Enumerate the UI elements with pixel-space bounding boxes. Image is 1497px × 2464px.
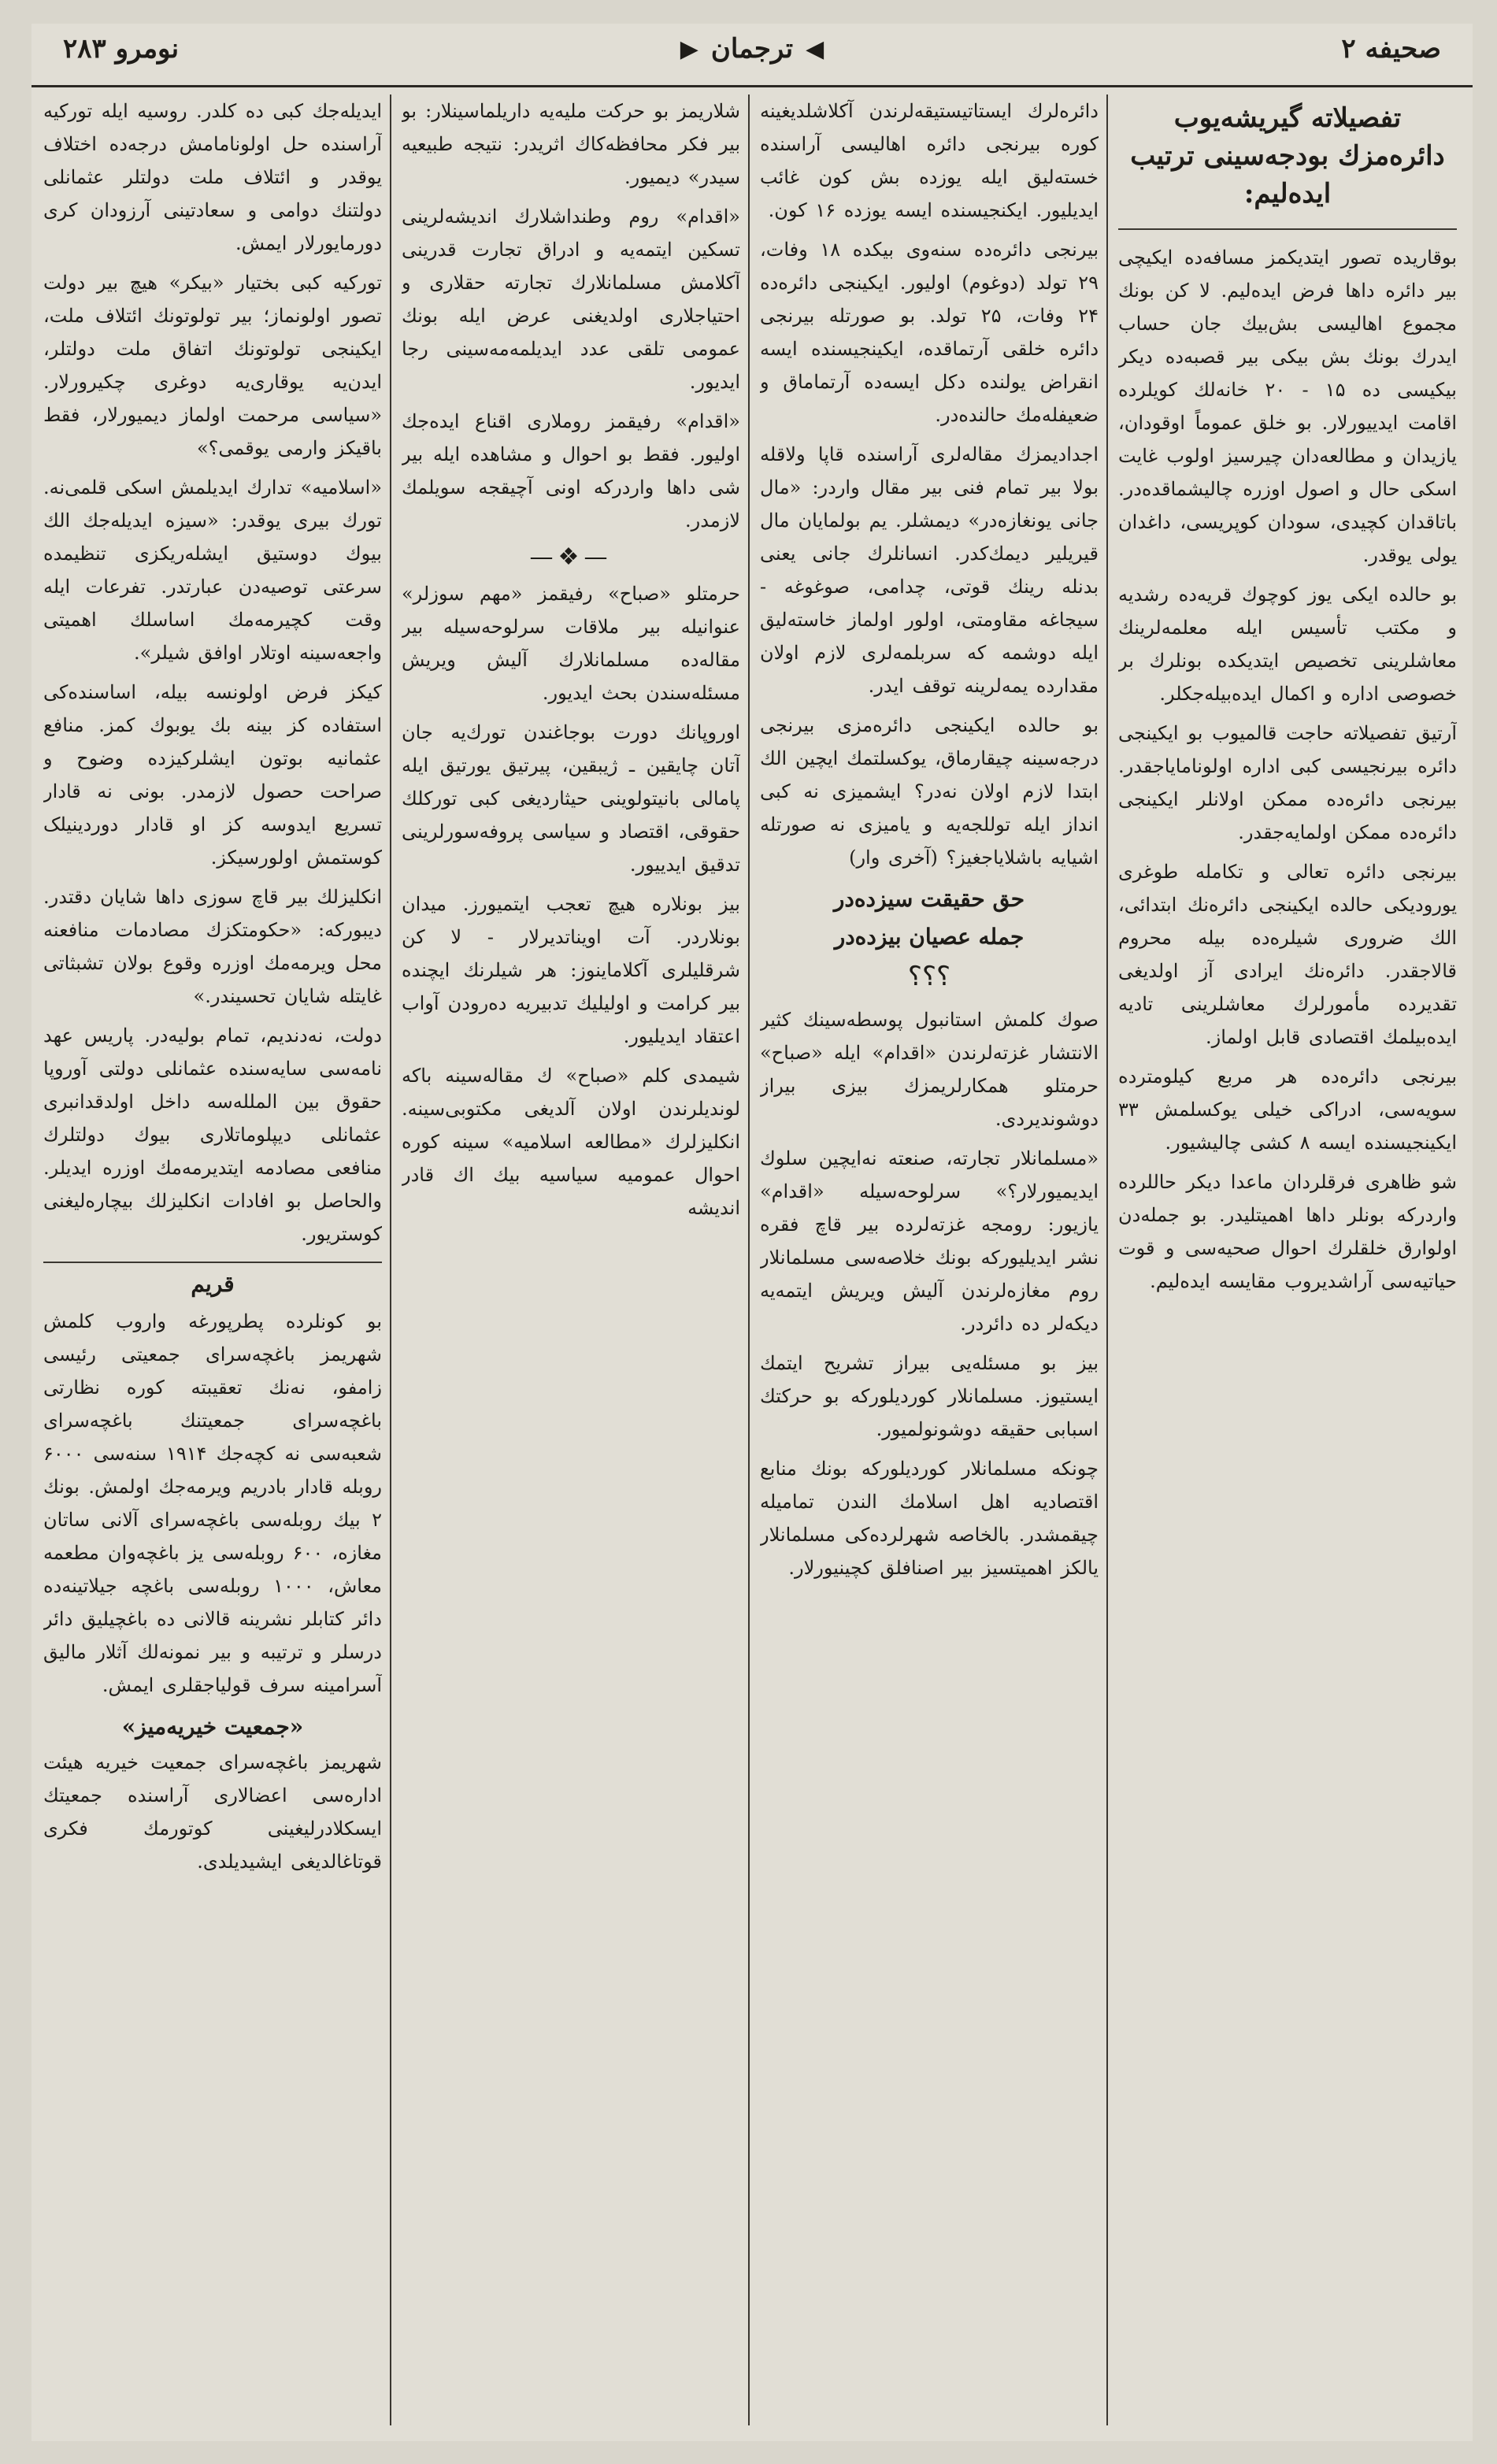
column-4 — [43, 94, 382, 2425]
paragraph: بیرنجی دائره تعالی و تکامله طوغری یورودیکی حالده ایکینجی دائره‌نك ابتدائی، الك ضروری شیلره‌ده بیله محروم قالاجقدر. دائره‌نك ایرادی آز اولدیغی تقدیرده مأمورلرك معاشلرینی تادیه ایده‌بیلمك اقتصادی قابل اولماز. — [1118, 861, 1457, 1048]
column-3 — [402, 94, 740, 2425]
arrow-right-icon: ◀ — [806, 35, 824, 63]
section-heading-line-1: حق حقیقت سیزده‌در — [833, 886, 1025, 912]
paragraph: بوقاریده تصور ایتدیکمز مسافه‌ده ایکیچی بیر دائره داها فرض ایده‌لیم. لا کن بونك مجموع اهالیسی بش‌بیك جان حساب ایدرك بونك بش بیکی بیر قصبه‌ده دیکر بیکیسی ده ۱۵ - ۲۰ خانه‌لك کویلرده اقامت ایدییورلار. بو خلق عموماً اوقودان، یازیدان و مطالعه‌دان چیرسیز اولوب غایت اسکی حال و اصول اوزره چالیشماقده‌در. باتاقدان کچیدی، سودان کوپریسی، داغدان یولی یوقدر. — [1118, 246, 1457, 566]
paragraph: شهریمز باغچه‌سرای جمعیت خیریه هیئت اداره‌سی اعضالاری آراسنده جمعیتك ایسکلادرلیغینی کوتورمك فکری قوتاغالدیغی ایشیدیلدی. — [43, 1751, 382, 1873]
paragraph: بیز بو مسئله‌یی بیراز تشریح ایتمك ایستیوز. مسلمانلار کوردیلورکه بو حرکتك اسبابی حقیقه دوشونولمیور. — [760, 1352, 1099, 1440]
article-columns — [43, 94, 1457, 2425]
column-2 — [760, 94, 1099, 2425]
society-heading: «جمعیت خیریه‌میز» — [121, 1714, 304, 1740]
paragraph: صوك کلمش استانبول پوسطه‌سینك کثیر الانتشار غزته‌لرندن «اقدام» ایله «صباح» حرمتلو همکارلریمزك بیزی بیراز دوشوندیردی. — [760, 1009, 1099, 1130]
paragraph: شلاریمز بو حرکت ملیه‌یه داریلماسینلار: بو بیر فکر محافظه‌کاك اثریدر: نتیجه طبیعیه سیدر» دیمیور. — [402, 100, 740, 188]
newspaper-page — [31, 24, 1473, 2441]
question-marks: ؟؟؟ — [907, 961, 951, 992]
paragraph: کیکز فرض اولونسه بیله، اساسنده‌کی استفاده کز بینه بك یوبوك کمز. منافع عثمانیه بوتون ایشلرکیزده وضوح و صراحت حصول لازمدر. بونی نه قادار تسریع ایدوسه کز او قادار دوردینیلک کوستمش اولورسیکز. — [43, 681, 382, 869]
page-label: صحیفه ۲ — [1341, 33, 1441, 65]
paragraph: بیرنجی دائره‌ده هر مربع کیلومترده سویه‌سی، ادراکی خیلی یوکسلمش ۳۳ ایکینجیسنده ایسه ۸ کشی چالیشیور. — [1118, 1065, 1457, 1154]
paragraph: بیز بونلاره هیچ تعجب ایتمیورز. میدان بونلاردر. آت اویناتدیرلار - لا کن شرقلیلری آکلاماینوز: هر شیلرنك ایچنده بیر کرامت و اولیلیك تدبیریه ده‌رودن آواب اعتقاد ایدیلیور. — [402, 893, 740, 1047]
section-title-crimea: قریم — [43, 1262, 382, 1297]
paragraph: انکلیزلك بیر قاچ سوزی داها شایان دقتدر. دیبورکه: «حکومتکزك مصادمات منافعنه محل ویرمه‌مك اوزره وقوع بولان تشبثاتی غایتله شایان تحسیندر.» — [43, 886, 382, 1007]
ornament-divider-icon: —❖— — [529, 543, 613, 571]
article-heading: تفصیلاته گیریشه‌یوب دائره‌مزك بودجه‌سینی ترتیب ایده‌لیم: — [1130, 102, 1445, 209]
paragraph: حرمتلو «صباح» رفیقمز «مهم سوزلر» عنوانیله بیر ملاقات سرلوحه‌سیله بیر مقاله‌ده مسلمانلارك آلیش ویریش مسئله‌سندن بحث ایدیور. — [402, 583, 740, 704]
article-heading-box — [1118, 99, 1457, 230]
paragraph: بو حالده ایکی یوز کوچوك قریه‌ده رشدیه و مکتب تأسیس ایله معلمه‌لرینك معاشلرینی تخصیص ایتدیکده بونلرك بر خصوصی اداره و اکمال ایده‌بیله‌جکلر. — [1118, 584, 1457, 705]
paragraph: «اقدام» روم وطنداشلارك اندیشه‌لرینی تسکین ایتمه‌یه و ادراق تجارت قدرینی آکلامش مسلمانلارك تجارته حقلاری و احتیاجلاری اولدیغنی عرض ایله بونك عمومی تلقی عدد ایدیلمه‌مه‌سینی رجا ایدیور. — [402, 206, 740, 393]
newspaper-title-block — [680, 33, 824, 65]
paragraph: شیمدی کلم «صباح» ك مقاله‌سینه باکه لوندیلرندن اولان آلدیغی مکتوبی‌سینه. انکلیزلرك «مطالعه اسلامیه» سینه کوره احوال عمومیه سیاسیه بیك اك قادر اندیشه — [402, 1065, 740, 1219]
column-1 — [1118, 94, 1457, 2425]
paragraph: شو ظاهری فرقلردان ماعدا دیکر حاللرده واردرکه بونلر داها اهمیتلیدر. بو جمله‌دن اولوارق خلقلرك احوال صحیه‌سی و قوت حیاتیه‌سی آراشدیروب مقایسه ایده‌لیم. — [1118, 1171, 1457, 1292]
paragraph: اجدادیمزك مقاله‌لری آراسنده قاپا ولاقله بولا بیر تمام فنی بیر مقال واردر: «مال جانی یونغازه‌در» دیمشلر. یم بولمایان مال قیریلیر دیمك‌کدر. انسانلرك جانی یعنی بدنله رینك قوتی، چدامی، صوغوغه - سیجاغه مقاومتی، اولور اولماز خاسته‌لیق ایله دوشمه که سربلمه‌لری لازم اولان مقدارده یمه‌لرینه توقف ایدر. — [760, 443, 1099, 697]
paragraph: دائره‌لرك ایستاتیستیقه‌لرندن آکلاشلدیغینه کوره بیرنجی دائره اهالیسی آراسنده خسته‌لیق ایله یوزده بش کون غائب ایدیلیور. ایکنجیسنده ایسه یوزده ۱۶ کون. — [760, 100, 1099, 221]
paragraph: بو کونلرده پطرپورغه واروب کلمش شهریمز باغچه‌سرای جمعیتی رئیسی زامفو، نه‌نك تعقیبته کوره نظارتی باغچه‌سرای جمعیتنك باغچه‌سرای شعبه‌سی نه کچه‌جك ۱۹۱۴ سنه‌سی ۶۰۰۰ روبله قادار بادریم ویرمه‌جك اولمش. بونك ۲ بیك روبله‌سی باغچه‌سرای آلانی ساتان مغازه، ۶۰۰ روبله‌سی یز باغچه‌وان مطعمه معاش، ۱۰۰۰ روبله‌سی باغچه جیلاتینه‌ده دائر کتابلر نشرینه قالانی ده باغچیلیق دائر درسلر و ترتیبه و بیر نمونه‌لك آثلار مالیق آسرامینه سرف قولیاجقلری ایمش. — [43, 1310, 382, 1696]
paragraph: «اسلامیه» تدارك ایدیلمش اسکی قلمی‌نه. تورك بیری یوقدر: «سیزه ایدیله‌جك الك بیوك دوستیق ایشله‌ریکزی تنظیمده سرعتی توصیه‌دن عبارتدر. تفرعات ایله وقت کچیرمه‌مك اساسلك اهمیتی واجعه‌سینه اوتلار اوافق شیلر». — [43, 476, 382, 664]
masthead — [31, 24, 1473, 87]
column-divider — [390, 94, 391, 2425]
newspaper-name: ترجمان — [710, 33, 794, 65]
column-divider — [1106, 94, 1108, 2425]
column-divider — [748, 94, 750, 2425]
paragraph: «اقدام» رفیقمز روملاری اقناع ایده‌جك اولیور. فقط بو احوال و مشاهده ایله بیر شی داها واردرکه اونی آچیقجه سویلمك لازمدر. — [402, 410, 740, 532]
paragraph: بیرنجی دائره‌ده سنه‌وی بیکده ۱۸ وفات، ۲۹ تولد (دوغوم) اولیور. ایکینجی دائره‌ده ۲۴ وفات، ۲۵ تولد. بو صورتله بیرنجی دائره خلقی آرتماقده، ایکینجیسنده ایسه انقراض یولنده دکل ایسه‌ده آرتماماق و ضعیفله‌مك حالنده‌در. — [760, 239, 1099, 426]
paragraph: چونکه مسلمانلار کوردیلورکه بونك منابع اقتصادیه اهل اسلامك الندن تمامیله چیقمشدر. بالخاصه شهرلرده‌کی مسلمانلار یالکز اهمیتسیز بیر اصنافلق کچینیورلار. — [760, 1458, 1099, 1579]
paragraph: دولت، نه‌دندیم، تمام بولیه‌در. پاریس عهد نامه‌سی سایه‌سنده عثمانلی دولتی آوروپا حقوق بین الملله‌سه داخل اولدقدانبری عثمانلی دیپلوماتلاری بیوك دولتلرك منافعی مصادمه ایتدیرمه‌مك اوزره ایدیلر. والحاصل بو افادات انکلیزلك بیچاره‌لیغنی کوستریور. — [43, 1025, 382, 1245]
paragraph: آرتیق تفصیلاته حاجت قالمیوب بو ایکینجی دائره بیرنجیسی کبی اداره اولونامایاجقدر. بیرنجی دائره‌ده ممکن اولانلر ایکینجی دائره‌ده ممکن اولمایه‌جقدر. — [1118, 722, 1457, 843]
paragraph: بو حالده ایکینجی دائره‌مزی بیرنجی درجه‌سینه چیقارماق، یوکسلتمك ایچین الك ابتدا لازم اولان نه‌در؟ ایشمیزی نه کبی انداز ایله توللجه‌یه و یامیزی نه صورتله اشیایه باشلایاجغیز؟ (آخری وار) — [760, 714, 1099, 869]
paragraph: تورکیه کبی بختیار «بیکر» هیچ بیر دولت تصور اولونماز؛ بیر تولوتونك ائتلاف ملت، ایکینجی تولوتونك اتفاق ملت دولتلر، ایدن‌یه یوقاری‌یه دوغری چکیرورلار. «سیاسی مرحمت اولماز دیمیورلار، فقط باقیکز وارمی یوقمی؟» — [43, 272, 382, 459]
arrow-left-icon: ▶ — [680, 35, 698, 63]
section-heading-line-2: جمله عصیان بیزده‌در — [834, 924, 1025, 950]
paragraph: ایدیله‌جك کبی ده کلدر. روسیه ایله تورکیه آراسنده حل اولونامامش درجه‌ده اختلاف یوقدر و ائتلاف ملت دولتلر عثمانلی دولتنك دوامی و سعادتینی آرزودان کری دورمایورلار ایمش. — [43, 100, 382, 254]
issue-number: نومرو ۲۸۳ — [63, 33, 180, 65]
paragraph: اوروپانك دورت بوجاغندن تورك‌یه جان آتان چایقین ـ ژیبقین، پیرتیق یورتیق ایله پامالی بانیتولوینی حیثاردیغی کبی تورکلك حقوقی، اقتصاد و سیاسی پروفه‌سورلرینی تدقیق ایدییور. — [402, 721, 740, 876]
paragraph: «مسلمانلار تجارته، صنعته نه‌ایچین سلوك ایدیمیورلار؟» سرلوحه‌سیله «اقدام» یازیور: رومجه غزته‌لرده بیر قاچ فقره نشر ایدیلیورکه بونك خلاصه‌سی مسلمانلار روم مغازه‌لرندن آلیش ویریش ایتمه‌یه دیکه‌لر ده دائردر. — [760, 1147, 1099, 1335]
